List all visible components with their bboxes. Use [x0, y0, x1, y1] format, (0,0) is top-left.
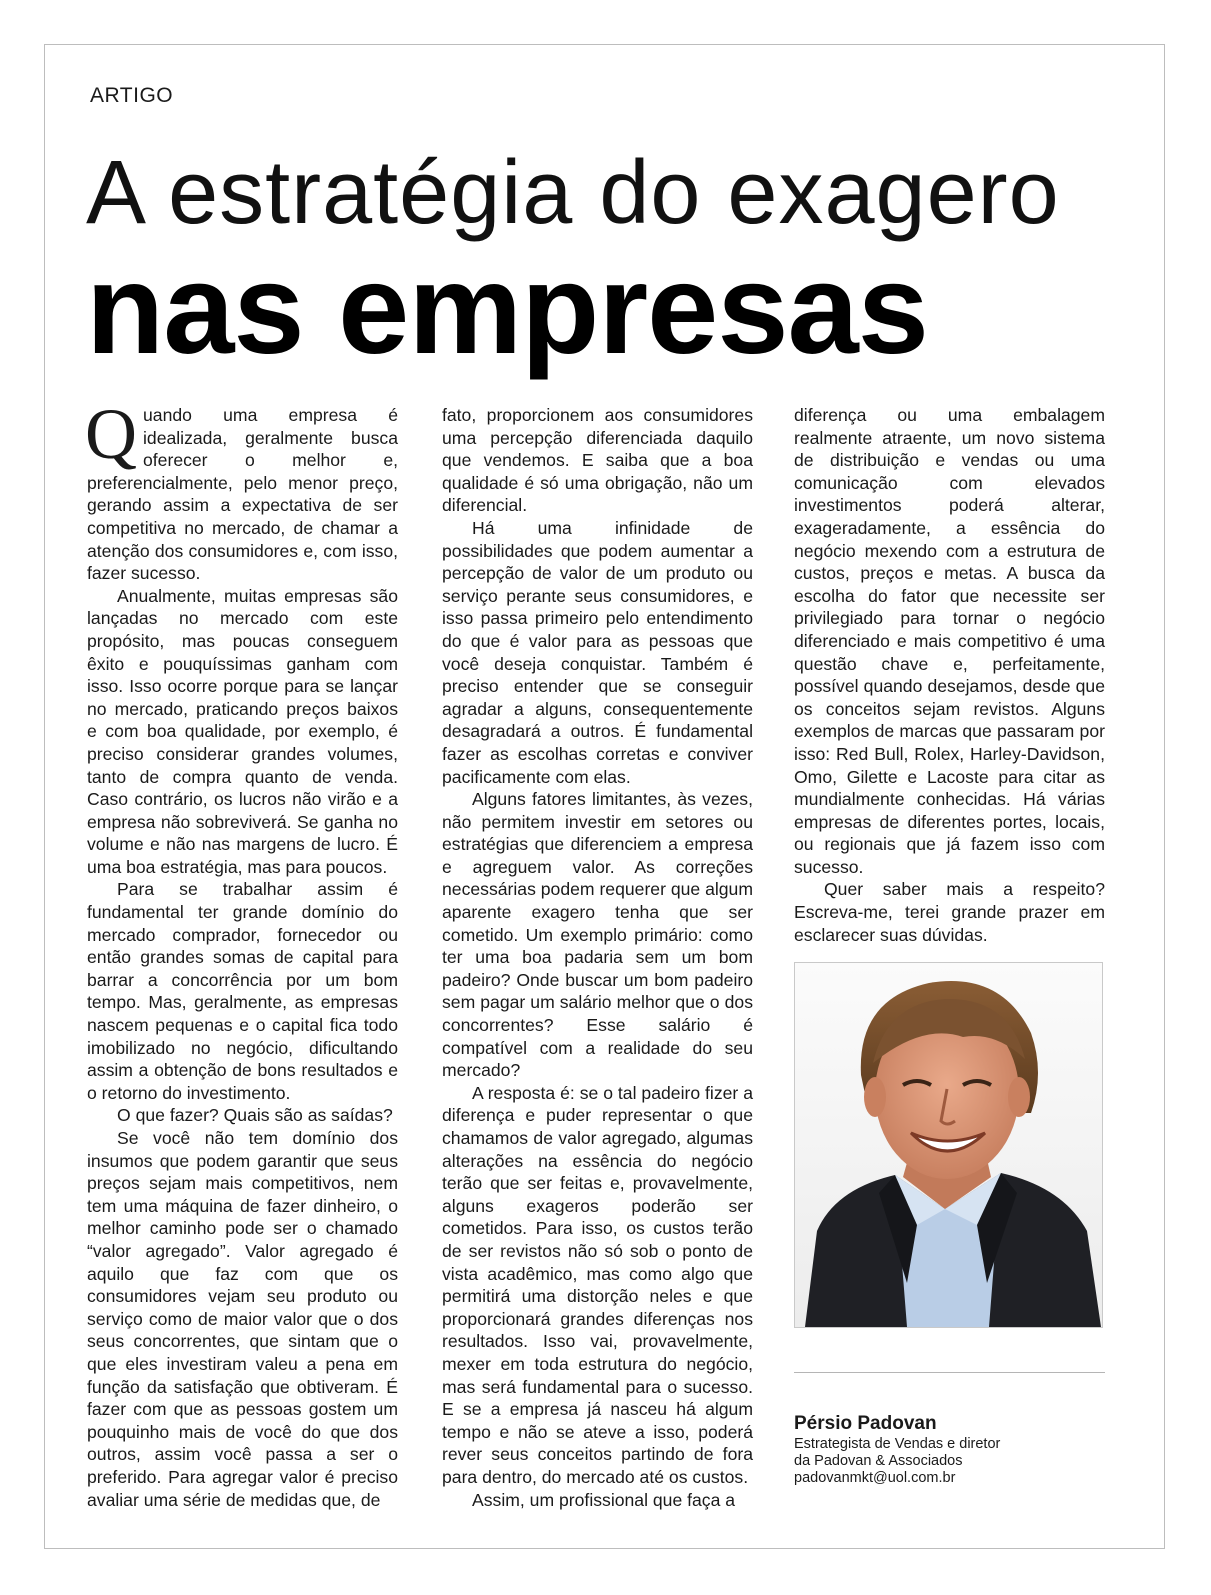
author-role-1: Estrategista de Vendas e diretor	[794, 1436, 1001, 1452]
article-column-3	[794, 404, 1105, 946]
paragraph: Anualmente, muitas empresas são lançadas no mercado com este propósito, mas poucas conseguem êxito e pouquíssimas ganham com isso. Isso ocorre porque para se lançar no mercado, praticando preços baixos e com boa qualidade, por exemplo, é preciso considerar grandes volumes, tanto de compra quanto de venda. Caso contrário, os lucros não virão e a empresa não sobreviverá. Se ganha no volume e não nas margens de lucro. É uma boa estratégia, mas para poucos.	[87, 585, 398, 877]
paragraph: Alguns fatores limitantes, às vezes, não permitem investir em setores ou estratégias que diferenciem a empresa e agreguem valor. As correções necessárias podem requerer que algum aparente exagero tenha que ser cometido. Um exemplo primário: como ter uma boa padaria sem um bom padeiro? Onde buscar um bom padeiro sem pagar um salário melhor que o dos concorrentes? Esse salário é compatível com a realidade do seu mercado?	[442, 789, 754, 1081]
paragraph: A resposta é: se o tal padeiro fizer a diferença e puder representar o que chamamos de valor agregado, algumas alterações na essência do negócio terão que ser feitas e, provavelmente, alguns exageros poderão ser cometidos. Para isso, os custos terão de ser revistos não só sob o ponto de vista acadêmico, mas como algo que permitirá uma distorção neles e que proporcionará grandes diferenças nos resultados. Isso vai, provavelmente, mexer em toda estrutura do negócio, mas será fundamental para o sucesso. E se a empresa já nasceu há algum tempo e não se ateve a isso, poderá rever seus conceitos partindo de fora para dentro, do mercado até os custos.	[442, 1082, 753, 1487]
author-name: Pérsio Padovan	[794, 1413, 937, 1434]
headline-line-2: nas empresas	[86, 238, 928, 381]
author-portrait-icon	[795, 963, 1102, 1327]
paragraph: fato, proporcionem aos consumidores uma percepção diferenciada daquilo que vendemos. E saiba que a boa qualidade é só uma obrigação, não um diferencial.	[442, 405, 753, 516]
author-divider	[794, 1372, 1105, 1373]
paragraph: diferença ou uma embalagem realmente atraente, um novo sistema de distribuição e vendas ou uma comunicação com elevados investimentos poderá alterar, exageradamente, a essência do negócio mexendo com a estrutura de custos, preços e metas. A busca da escolha do fator que necessite ser privilegiado para tornar o negócio diferenciado e mais competitivo é uma questão chave e, perfeitamente, possível quando desejamos, desde que os conceitos sejam revistos. Alguns exemplos de marcas que passaram por isso: Red Bull, Rolex, Harley-Davidson, Omo, Gilette e Lacoste para citar as mundialmente conhecidas. Há várias empresas de diferentes portes, locais, ou regionais que já fazem isso com sucesso.	[794, 405, 1105, 877]
paragraph: Assim, um profissional que faça a	[472, 1489, 736, 1510]
paragraph: Há uma infinidade de possibilidades que podem aumentar a percepção de valor de um produto ou serviço perante seus consumidores, e isso passa primeiro pelo entendimento do que é valor para as pessoas que você deseja conquistar. Também é preciso entender que se conseguir agradar a alguns, consequentemente desagradará a outros. É fundamental fazer as escolhas corretas e conviver pacificamente com elas.	[442, 517, 753, 787]
author-email[interactable]: padovanmkt@uol.com.br	[794, 1470, 956, 1486]
author-role-2: da Padovan & Associados	[794, 1453, 963, 1469]
author-block	[794, 1412, 1105, 1487]
paragraph: O que fazer? Quais são as saídas?	[117, 1105, 393, 1126]
paragraph: Quando uma empresa é idealizada, geralmente busca oferecer o melhor e, preferencialmente, pelo menor preço, gerando assim a expectativa de ser competitiva no mercado, de chamar a atenção dos consumidores e, com isso, fazer sucesso.	[85, 394, 398, 584]
article-column-2	[442, 404, 753, 1511]
paragraph: Para se trabalhar assim é fundamental ter grande domínio do mercado comprador, fornecedor ou então grandes somas de capital para barrar a concorrência por um bom tempo. Mas, geralmente, as empresas nascem pequenas e o capital fica todo imobilizado no negócio, dificultando assim a obtenção de bons resultados e o retorno do investimento.	[87, 879, 398, 1103]
headline-line-1: A estratégia do exagero	[86, 143, 1060, 243]
article-column-1	[85, 394, 398, 1511]
drop-cap: Q	[85, 394, 137, 474]
section-label: ARTIGO	[90, 84, 174, 107]
paragraph: Quer saber mais a respeito? Escreva-me, terei grande prazer em esclarecer suas dúvidas.	[794, 879, 1105, 945]
paragraph: Se você não tem domínio dos insumos que podem garantir que seus preços sejam mais competitivos, nem tem uma máquina de fazer dinheiro, o melhor caminho pode ser o chamado “valor agregado”. Valor agregado é aquilo que faz com que os consumidores vejam seu produto ou serviço como de maior valor que o dos seus concorrentes, que sintam que o que eles investiram valeu a pena em função da satisfação que obtiveram. É fazer com que as pessoas gostem um pouquinho mais de você do que dos outros, assim você passa a ser o preferido. Para agregar valor é preciso avaliar uma série de medidas que, de	[87, 1128, 398, 1510]
author-photo	[794, 962, 1103, 1328]
